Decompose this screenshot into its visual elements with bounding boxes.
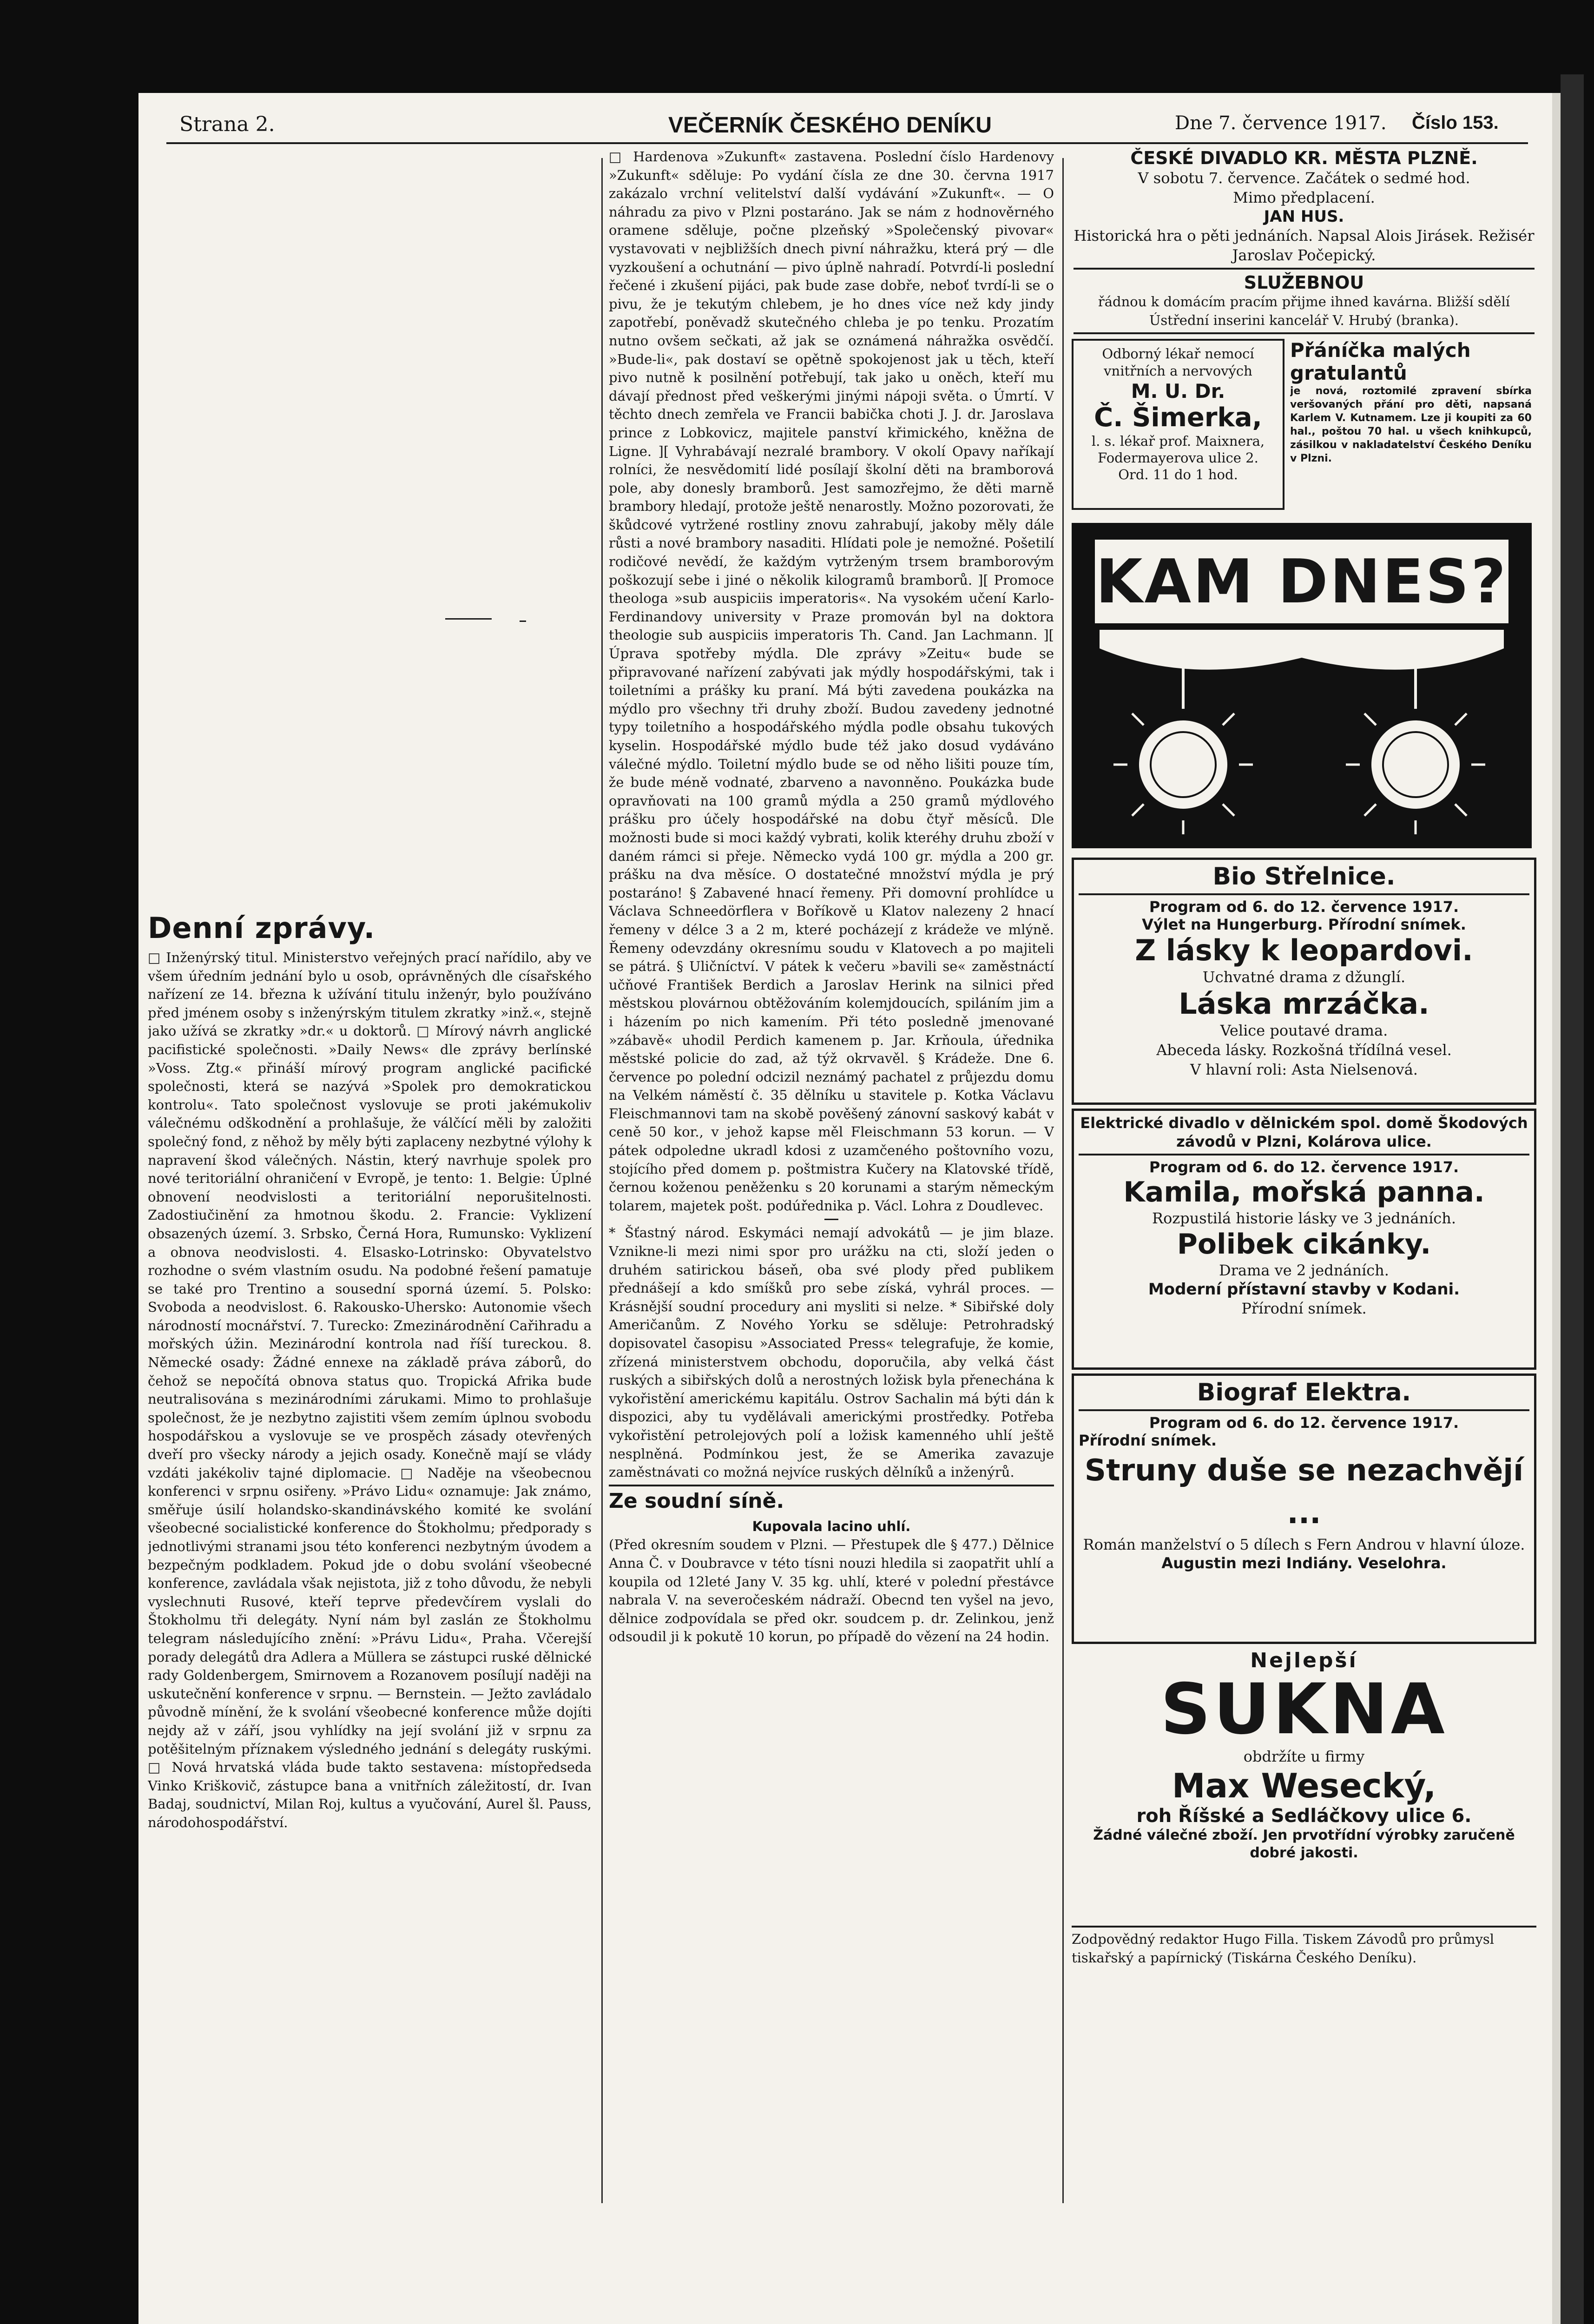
page-number: Strana 2. bbox=[179, 112, 275, 136]
elektra-line: Augustin mezi Indiány. Veselohra. bbox=[1161, 1554, 1447, 1572]
bio-film: Láska mrzáčka. bbox=[1179, 987, 1429, 1021]
doctor-title: M. U. Dr. bbox=[1131, 380, 1225, 403]
service-text: řádnou k domácím pracím přijme ihned kavárna. Bližší sdělí Ústřední inserini kancelář V. Hrubý (branka). bbox=[1098, 294, 1510, 328]
bio-line: Abeceda lásky. Rozkošná třídílná vesel. bbox=[1156, 1041, 1452, 1059]
news-text: * Šťastný národ. Eskymáci nemají advokátů — je jim blaze. Vznikne-li mezi nimi spor pro urážku na cti, složí jeden o druhém satirickou báseň, oba své plody před publikem přednášejí a kdo smíšků pro sebe získá, vyhrál proces. — Krásnější soudní procedury ani mysliti si nelze. * Sibiřské doly Američanům. Z Nového Yorku se sděluje: Petrohradský dopisovatel časopisu »Associated Press« telegrafuje, že komie, zřízená ministerstvem obchodu, doporučila, aby velká část ruských a sibiřských dolů a nerostných ložisk byla přenechána k vykořistění americkému kapitálu. Ostrov Sachalin má býti dán k dispozici, aby tu vydělávali americkými prostředky. Potřeba vykořistění petrolejových polí a ložisk kamenného uhlí ještě nesplněná. Podmínkou jest, že se Amerika zavazuje zaměstnávati co možná nejvíce ruských dělníků a inženýrů. bbox=[609, 1225, 1054, 1480]
electric-program: Program od 6. do 12. července 1917. bbox=[1149, 1158, 1459, 1176]
court-text: (Před okresním soudem v Plzni. — Přestupek dle § 477.) Dělnice Anna Č. v Doubravce v této tísni nouzi hledila si zaopatřit uhlí a koupila od 12leté Jany V. 35 kg. uhlí, které v polední přestávce nabrala V. na severočeském nádraží. Obecnd ten vyšel na jevo, dělnice zodpovídala se před okr. soudcem p. dr. Zelinkou, jenž odsoudil ji k pokutě 10 korun, po případě do vězení na 24 hodin. bbox=[609, 1537, 1054, 1645]
page-edge bbox=[1552, 93, 1561, 2324]
doctor-ad bbox=[1072, 339, 1284, 510]
theatre-play: JAN HUS. bbox=[1264, 207, 1344, 226]
header-rule bbox=[166, 142, 1528, 144]
doctor-line: l. s. lékař prof. Maixnera, bbox=[1091, 433, 1265, 449]
electric-line: Přírodní snímek. bbox=[1241, 1300, 1367, 1318]
bio-title: Bio Střelnice. bbox=[1212, 863, 1396, 891]
sukna-address: roh Říšské a Sedláčkovy ulice 6. bbox=[1136, 1805, 1472, 1827]
elektra-film: Struny duše se nezachvějí ... bbox=[1084, 1453, 1524, 1531]
sukna-line: Nejlepší bbox=[1250, 1649, 1358, 1673]
wishes-ad bbox=[1290, 339, 1532, 511]
electric-title: Elektrické divadlo v dělnickém spol. domě Škodových závodů v Plzni, Kolárova ulice. bbox=[1080, 1114, 1528, 1151]
sukna-ad bbox=[1072, 1649, 1536, 1923]
issue-number: Číslo 153. bbox=[1412, 112, 1499, 133]
electric-theatre-ad bbox=[1072, 1109, 1536, 1370]
news-text: □ Inženýrský titul. Ministerstvo veřejných prací nařídilo, aby ve všem úředním jednání bylo u osob, oprávněných dle císařského nařízení ze 14. března k užívání titulu inženýr, bylo používáno před jménem osoby s inženýrským titulem zkratky »inž.«, stejně jako užívá se zkratky »dr.« u doktorů. □ Mírový návrh anglické pacifistické společnosti. »Daily News« dle zprávy berlínské »Voss. Ztg.« přináší mírový program anglické pacifické společnosti, která se nazývá »Spolek pro demokratickou kontrolu«. Tato společnost vyslovuje se proti jakémukoliv válečnému odškodnění a prohlašuje, že válčící měli by založiti společný fond, z něhož by měly býti zaplaceny nezbytné výlohy k napravení škod válečných. Nástin, který navrhuje spolek pro nové teritoriální ohraničení v Evropě, je tento: 1. Belgie: Úplné obnovení neodvislosti a teritoriální neporušitelnosti. Zadostiučinění za hmotnou škodu. 2. Francie: Vyklizení obsazených území. 3. Srbsko, Černá Hora, Rumunsko: Vyklizení a obnova neodvislosti. 4. Elsasko-Lotrinsko: Obyvatelstvo rozhodne o svém vlastním osudu. Na podobné řešení pamatuje se také pro Trentino a sousední sporná území. 5. Polsko: Svoboda a neodvislost. 6. Rakousko-Uhersko: Autonomie všech národností mocnářství. 7. Turecko: Zmezinárodnění Cařihradu a mořských úžin. Mezinárodní kontrola nad říší tureckou. 8. Německé osady: Žádné ennexe na základě práva záborů, do čehož se nepočítá obnova status quo. Tropická Afrika bude neutralisována s mezinárodními zárukami. Mimo to prohlašuje společnost, že je nezbytno zajistiti všem zemím úplnou svobodu hospodářskou a vyslovuje se ve prospěch zásady otevřených dveří pro všecky národy a jejich osady. Konečně mají se vlády vzdáti jakékoliv tajné diplomacie. □ Naděje na všeobecnou konferenci v srpnu osiřeny. »Právo Lidu« oznamuje: Jak známo, směřuje úsilí holandsko-skandinávského komité ke svolání všeobecné socialistické konference do Štokholmu; předporady s jednotlivými stranami jsou této konferenci nezbytným úvodem a bezpečným podkladem. Pokud jde o dobu svolání všeobecné konference, zavládala však nejistota, již z toho důvodu, že nebyli vyslechnuti Rusové, kteří teprve předevčírem vyslali do Štokholmu tři delegáty. Nyní nám byl zaslán ze Štokholmu telegram následujícího znění: »Právu Lidu«, Praha. Včerejší porady delegátů dra Adlera a Müllera se zástupci ruské dělnické rady Goldenbergem, Smirnovem a Rozanovem posílují naději na uskutečnění konference v srpnu. — Bernstein. — Ježto zavládalo původně mínění, že k svolání všeobecné konference může dojíti nejdy až v září, jsou vyhlídky na její svolání již v srpnu za potěšitelným příznakem výsledného jednání s delegáty ruskými. □ Nová hrvatská vláda bude takto sestavena: místopředseda Vinko Kriškovič, zástupce bana a vnitřních záležitostí, dr. Ivan Badaj, soudnictví, Milan Roj, kultus a vyučování, Aurel šl. Pauss, národohospodářství. bbox=[148, 950, 592, 1830]
electric-film: Kamila, mořská panna. bbox=[1123, 1176, 1485, 1209]
electric-line: Rozpustilá historie lásky ve 3 jednáních. bbox=[1152, 1209, 1456, 1228]
sukna-title: SUKNA bbox=[1160, 1669, 1448, 1750]
elektra-program: Program od 6. do 12. července 1917. bbox=[1149, 1414, 1459, 1432]
divider bbox=[609, 1485, 1054, 1486]
divider bbox=[1072, 1926, 1536, 1928]
section-title-denni-zpravy: Denní zprávy. bbox=[148, 911, 375, 945]
divider bbox=[1079, 1409, 1529, 1411]
wishes-title: Přáníčka malých gratulantů bbox=[1290, 339, 1471, 385]
theatre-title: ČESKÉ DIVADLO KR. MĚSTA PLZNĚ. bbox=[1130, 148, 1478, 168]
elektra-line: Román manželství o 5 dílech s Fern Androu v hlavní úloze. bbox=[1083, 1536, 1525, 1554]
theatre-line: Mimo předplacení. bbox=[1233, 189, 1375, 206]
column-3 bbox=[1072, 148, 1536, 2286]
electric-line: Moderní přístavní stavby v Kodani. bbox=[1148, 1280, 1460, 1299]
elektra-title: Biograf Elektra. bbox=[1197, 1379, 1411, 1407]
doctor-name: Č. Šimerka, bbox=[1094, 403, 1262, 433]
section-title-court: Ze soudní síně. bbox=[609, 1489, 784, 1513]
doctor-address: Fodermayerova ulice 2. bbox=[1098, 450, 1258, 466]
divider bbox=[1079, 893, 1529, 895]
divider bbox=[1074, 268, 1535, 270]
news-text: □ Hardenova »Zukunft« zastavena. Poslední číslo Hardenovy »Zukunft« sděluje: Po vydání čísla ze dne 30. června 1917 zakázalo vrchní velitelství další vydávání »Zukunft«. — O náhradu za pivo v Plzni postaráno. Jak se nám z hodnověrného oramene sděluje, počne plzeňský »Společenský pivovar« vystavovati v nejbližších dnech pivní náhražku, která prý — dle vyzkoušení a ochutnání — pivo úplně nahradí. Potvrdí-li poslední řečené i zkušení pijáci, pak bude zase dobře, neboť tvrdí-li se o pivu, že je tekutým chlebem, je ho dnes více než kdy jindy zapotřebí, poněvadž skutečného chleba je po tenku. Prozatím nutno ovšem sečkati, až jak se oznámená náhražka osvědčí. »Bude-li«, pak dostaví se opětně spokojenost jak u těch, kteří pivo nutně k posilnění potřebují, tak jako u oněch, kteří mu dávají přednost před veškerými jinými nápoji světa. o Úmrtí. V těchto dnech zemřela ve Francii babička choti J. J. dr. Jaroslava prince z Lobkovicz, majitele panství křimického, kněžna de Ligne. ][ Vyhrabávají nezralé brambory. V okolí Opavy naříkají rolníci, že nesvědomití lidé posílají školní děti na bramborová pole, aby donesly bramborů. Jest samozřejmo, že děti marně brambory hledají, protože ještě nenarostly. Možno pozorovati, že škůdcové vytržené rostliny znovu zahrabují, jakoby měly dále růsti a nové brambory nasaditi. Hlídati pole je nemožné. Pošetilí rodičové nevědí, že každým vytrženým trsem bramborovým poškozují sebe i jiné o několik kilogramů bramborů. ][ Promoce theologa »sub auspiciis imperatoris«. Na vysokém učení Karlo-Ferdinandovy university v Praze promován byl na doktora theologie sub auspiciis imperatoris Th. Cand. Jan Lachmann. ][ Úprava spotřeby mýdla. Dle zprávy »Zeitu« bude se připravované nařízení zabývati jak mýdly hospodářskými, tak i toiletními a prášky ku praní. Má býti zavedena poukázka na mýdlo pro všechny tři druhy zboží. Budou zavedeny jednotné typy toiletního a hospodářského mýdla podle obsahu tukových kyselin. Hospodářské mýdlo bude též jako dosud vydáváno válečné mýdlo. Toiletní mýdlo bude se od něho lišiti pouze tím, že bude méně vodnaté, zbarveno a navonněno. Poukázka bude opravňovati na 100 gramů mýdla a 250 gramů mýdlového prášku pro účely hospodářské na dobu čtyř měsíců. Dle možnosti bude si moci každý vybrati, kolik kteréhy druhu zboží v daném rámci si přeje. Německo vydá 100 gr. mýdla a 200 gr. prášku na dva měsíce. O dostatečné množství mýdla je prý postaráno! § Zabavené hnací řemeny. Při domovní prohlídce u Václava Schneedörflera v Boříkově u Klatov nalezeny 2 hnací řemeny v délce 3 a 2 m, které pocházejí z krádeže ve mlýně. Řemeny odevzdány okresnímu soudu v Klatovech a po majiteli se pátrá. § Uličníctví. V pátek k večeru »bavili se« zaměstnáctí učňové František Berdich a Jaroslav Herink na silnici před městskou plovárnou obtěžováním kolemjdoucích, spiláním jim a i házením po nich kamením. Při této posledně jmenované »zábavě« uhodil Perdich kamenem p. Jar. Krňoula, úřednika městské policie do zad, až týž okrvavěl. § Krádeže. Dne 6. července po polední odcizil neznámý pachatel z průjezdu domu na Velkém náměstí č. 35 dělníku u stavitele p. Kotka Václavu Fleischmannovi tam na skobě pověšený zánovní saskový kabát v ceně 50 kor., v jehož kapse měl Fleischmann 53 korun. — V pátek odpoledne ukradl kdosi z uzamčeného poštovního vozu, stojícího před domem p. poštmistra Kučery na Klatovské třídě, černou koženou peněženku s 20 korunami a starým německým tolarem, majetek pošt. podúřednika p. Václ. Lohra z Doudlevec. bbox=[609, 149, 1054, 1214]
issue-date: Dne 7. července 1917. bbox=[1175, 112, 1387, 134]
imprint: Zodpovědný redaktor Hugo Filla. Tiskem Závodů pro průmysl tiskařský a papírnický (Tiskárna Českého Deníku). bbox=[1072, 1931, 1495, 1966]
electric-film: Polibek cikánky. bbox=[1177, 1228, 1431, 1261]
column-rule bbox=[601, 158, 603, 2203]
theatre-line: V sobotu 7. července. Začátek o sedmé hod. bbox=[1138, 169, 1470, 187]
bio-line: Velice poutavé drama. bbox=[1220, 1022, 1388, 1040]
newspaper-page bbox=[138, 93, 1561, 2324]
bio-program: Program od 6. do 12. července 1917. bbox=[1149, 898, 1459, 916]
stray-mark bbox=[520, 621, 526, 622]
bio-line: Uchvatné drama z džunglí. bbox=[1202, 968, 1406, 986]
column-1 bbox=[148, 911, 592, 2250]
bio-film: Z lásky k leopardovi. bbox=[1135, 933, 1473, 968]
bio-line: V hlavní roli: Asta Nielsenová. bbox=[1190, 1061, 1418, 1079]
doctor-hours: Ord. 11 do 1 hod. bbox=[1118, 467, 1238, 483]
bio-strelnice-ad bbox=[1072, 858, 1536, 1105]
kam-dnes-ad bbox=[1072, 523, 1532, 848]
electric-line: Drama ve 2 jednáních. bbox=[1219, 1261, 1389, 1280]
paper-title: VEČERNÍK ČESKÉHO DENÍKU bbox=[668, 113, 992, 138]
divider bbox=[1074, 332, 1535, 334]
theatre-line: Historická hra o pěti jednáních. Napsal Alois Jirásek. Režisér Jaroslav Počepický. bbox=[1074, 227, 1535, 264]
bio-line: Výlet na Hungerburg. Přírodní snímek. bbox=[1142, 916, 1466, 934]
biograf-elektra-ad bbox=[1072, 1373, 1536, 1644]
divider bbox=[824, 1219, 838, 1220]
stray-mark bbox=[445, 618, 492, 620]
sukna-line: obdržíte u firmy bbox=[1243, 1748, 1365, 1766]
sukna-line: Žádné válečné zboží. Jen prvotřídní výrobky zaručeně dobré jakosti. bbox=[1093, 1827, 1515, 1862]
wishes-text: je nová, roztomilé zpravení sbírka veršovaných přání pro děti, napsaná Karlem V. Kutnamem. Lze ji koupiti za 60 hal., poštou 70 hal. u všech knihkupců, zásilkou v nakladatelství Českého Deníku v Plzni. bbox=[1290, 385, 1532, 465]
court-subtitle: Kupovala lacino uhlí. bbox=[752, 1518, 911, 1534]
elektra-line: Přírodní snímek. bbox=[1079, 1432, 1217, 1450]
page-shadow bbox=[1561, 74, 1584, 2324]
column-2 bbox=[609, 148, 1054, 2258]
doctor-specialty: Odborný lékař nemocí vnitřních a nervových bbox=[1102, 346, 1254, 379]
kam-dnes-title: KAM DNES? bbox=[1095, 540, 1508, 623]
divider bbox=[1079, 1154, 1529, 1155]
column-rule bbox=[1062, 158, 1064, 2203]
lamp-illustration-icon bbox=[1072, 630, 1532, 848]
sukna-firm: Max Wesecký, bbox=[1172, 1766, 1436, 1806]
service-title: SLUŽEBNOU bbox=[1244, 272, 1364, 293]
